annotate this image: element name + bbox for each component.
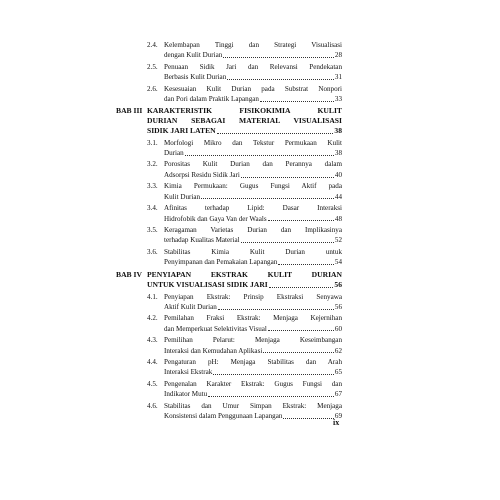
- chapter-label: BAB III: [116, 105, 143, 115]
- page-number: ix: [333, 418, 340, 427]
- chapter-title-line: DURIAN SEBAGAI MATERIAL VISUALISASI: [147, 115, 342, 125]
- entry-title: [164, 357, 342, 378]
- leader-dots: [213, 374, 334, 375]
- entry-title-line: Pemilihan Pelarut: Menjaga Keseimbangan: [164, 336, 342, 345]
- chapter-heading[interactable]: [116, 106, 342, 269]
- leader-dots: [269, 287, 334, 288]
- entry-number: 3.3.: [147, 182, 158, 191]
- entry-title-line: Hidrofobik dan Gaya Van der Waals: [164, 214, 267, 223]
- chapter-page: 38: [334, 126, 342, 136]
- entry-page: 52: [334, 236, 342, 245]
- toc-entry[interactable]: [147, 40, 342, 61]
- entry-title-line: Indikator Mutu: [164, 390, 208, 399]
- entry-number: 4.6.: [147, 401, 158, 410]
- toc-entry[interactable]: [147, 357, 342, 378]
- entry-title: [164, 335, 342, 356]
- entry-number: 2.5.: [147, 62, 158, 71]
- entry-title-line: Afinitas terhadap Lipid: Dasar Interaksi: [164, 204, 342, 213]
- entry-page: 44: [334, 192, 342, 201]
- chapter-title-line: UNTUK VISUALISASI SIDIK JARI: [147, 280, 268, 290]
- entry-title-line: Kelembapan Tinggi dan Strategi Visualisasi: [164, 41, 342, 49]
- entry-title-line: Kimia Permukaan: Gugus Fungsi Aktif pada: [164, 182, 342, 191]
- entry-title: [164, 292, 342, 313]
- entry-title-line: dengan Kulit Durian: [164, 51, 223, 60]
- entry-title: [164, 203, 342, 224]
- entry-number: 4.1.: [147, 292, 158, 301]
- toc-entry[interactable]: [147, 401, 342, 422]
- entry-title: [164, 401, 342, 422]
- entry-title: [164, 313, 342, 334]
- chapter-title-line: KARAKTERISTIK FISIKOKIMIA KULIT: [147, 105, 342, 115]
- entry-title-line: Stabilitas dan Umur Simpan Ekstrak: Menjaga: [164, 401, 342, 410]
- entry-number: 4.3.: [147, 336, 158, 345]
- entry-page: 38: [334, 148, 342, 157]
- leader-dots: [217, 133, 334, 134]
- toc-entry[interactable]: [147, 335, 342, 356]
- entry-title: [164, 62, 342, 83]
- toc-entry[interactable]: [147, 159, 342, 180]
- entry-title: [164, 159, 342, 180]
- chapter-page: 56: [334, 280, 342, 290]
- entry-number: 4.4.: [147, 358, 158, 367]
- leader-dots: [268, 220, 334, 221]
- entry-title: [164, 138, 342, 159]
- entry-title-line: Penyimpanan dan Pemakaian Lapangan: [164, 258, 278, 267]
- entry-title-line: Morfologi Mikro dan Tekstur Permukaan Kulit: [164, 138, 342, 147]
- entry-title-line: Penyiapan Ekstrak: Prinsip Ekstraksi Senyawa: [164, 292, 342, 301]
- entry-title-line: Pengaturan pH: Menjaga Stabilitas dan Arah: [164, 358, 342, 367]
- entry-title-line: Interaksi Ekstrak: [164, 368, 213, 377]
- chapter-title-line: SIDIK JARI LATEN: [147, 126, 216, 136]
- chapter-heading[interactable]: [116, 270, 342, 423]
- entry-title-line: Pengenalan Karakter Ekstrak: Gugus Fungsi dan: [164, 380, 342, 389]
- toc-entry[interactable]: [147, 84, 342, 105]
- entry-page: 28: [334, 51, 342, 60]
- toc-entry[interactable]: [147, 313, 342, 334]
- entry-title-line: Keragaman Varietas Durian dan Implikasinya: [164, 226, 342, 235]
- table-of-contents: [116, 40, 342, 424]
- pre-entries: [147, 40, 342, 104]
- leader-dots: [218, 309, 334, 310]
- entry-title-line: Penuaan Sidik Jari dan Relevansi Pendekatan: [164, 62, 342, 71]
- entry-page: 40: [334, 170, 342, 179]
- leader-dots: [223, 57, 334, 58]
- entry-number: 3.2.: [147, 160, 158, 169]
- entry-title-line: Berbasis Kulit Durian: [164, 73, 227, 82]
- entry-number: 4.2.: [147, 314, 158, 323]
- toc-entry[interactable]: [147, 379, 342, 400]
- toc-entry[interactable]: [147, 62, 342, 83]
- leader-dots: [268, 330, 334, 331]
- entry-page: 62: [334, 346, 342, 355]
- entry-page: 65: [334, 368, 342, 377]
- entry-number: 4.5.: [147, 380, 158, 389]
- chapters: [116, 106, 342, 423]
- toc-entry[interactable]: [147, 203, 342, 224]
- entry-title-line: Adsorpsi Residu Sidik Jari: [164, 170, 240, 179]
- entry-title: [164, 379, 342, 400]
- entry-page: 33: [334, 95, 342, 104]
- leader-dots: [263, 352, 334, 353]
- entry-page: 54: [334, 258, 342, 267]
- entry-title-line: dan Pori dalam Praktik Lapangan: [164, 95, 259, 104]
- entry-page: 60: [334, 324, 342, 333]
- entry-number: 2.4.: [147, 41, 158, 49]
- chapter-title: [147, 106, 342, 137]
- entry-title-line: Kesesuaian Kulit Durian pada Substrat Nonpori: [164, 84, 342, 93]
- entry-title: [164, 225, 342, 246]
- leader-dots: [227, 79, 334, 80]
- entry-page: 48: [334, 214, 342, 223]
- leader-dots: [201, 198, 334, 199]
- toc-entry[interactable]: [147, 247, 342, 268]
- toc-entry[interactable]: [147, 138, 342, 159]
- entry-number: 3.6.: [147, 248, 158, 257]
- toc-entry[interactable]: [147, 292, 342, 313]
- entry-title-line: Porositas Kulit Durian dan Perannya dalam: [164, 160, 342, 169]
- entry-title-line: Durian: [164, 148, 184, 157]
- entry-number: 3.1.: [147, 138, 158, 147]
- entry-title-line: Interaksi dan Kemudahan Aplikasi: [164, 346, 263, 355]
- chapter-title: [147, 270, 342, 291]
- leader-dots: [241, 242, 334, 243]
- chapter-title-line: PENYIAPAN EKSTRAK KULIT DURIAN: [147, 269, 342, 279]
- leader-dots: [185, 155, 334, 156]
- toc-entry[interactable]: [147, 225, 342, 246]
- entry-title-line: Aktif Kulit Durian: [164, 302, 217, 311]
- entry-page: 69: [334, 412, 342, 421]
- chapter-label: BAB IV: [116, 269, 142, 279]
- entry-title-line: terhadap Kualitas Material: [164, 236, 240, 245]
- leader-dots: [278, 264, 334, 265]
- entry-number: 2.6.: [147, 84, 158, 93]
- entry-page: 67: [334, 390, 342, 399]
- leader-dots: [283, 418, 334, 419]
- entry-title-line: Stabilitas Kimia Kulit Durian untuk: [164, 248, 342, 257]
- entry-title: [164, 40, 342, 61]
- leader-dots: [260, 101, 334, 102]
- entry-page: 31: [334, 73, 342, 82]
- entry-title: [164, 181, 342, 202]
- entry-title: [164, 247, 342, 268]
- toc-entry[interactable]: [147, 181, 342, 202]
- entry-title-line: dan Memperkuat Selektivitas Visual: [164, 324, 267, 333]
- leader-dots: [241, 177, 334, 178]
- entry-title: [164, 84, 342, 105]
- entry-title-line: Kulit Durian: [164, 192, 201, 201]
- entry-number: 3.4.: [147, 204, 158, 213]
- entry-title-line: Konsistensi dalam Penggunaan Lapangan: [164, 412, 283, 421]
- entry-page: 56: [334, 302, 342, 311]
- entry-title-line: Pemilahan Fraksi Ekstrak: Menjaga Kejernihan: [164, 314, 342, 323]
- leader-dots: [208, 396, 334, 397]
- entry-number: 3.5.: [147, 226, 158, 235]
